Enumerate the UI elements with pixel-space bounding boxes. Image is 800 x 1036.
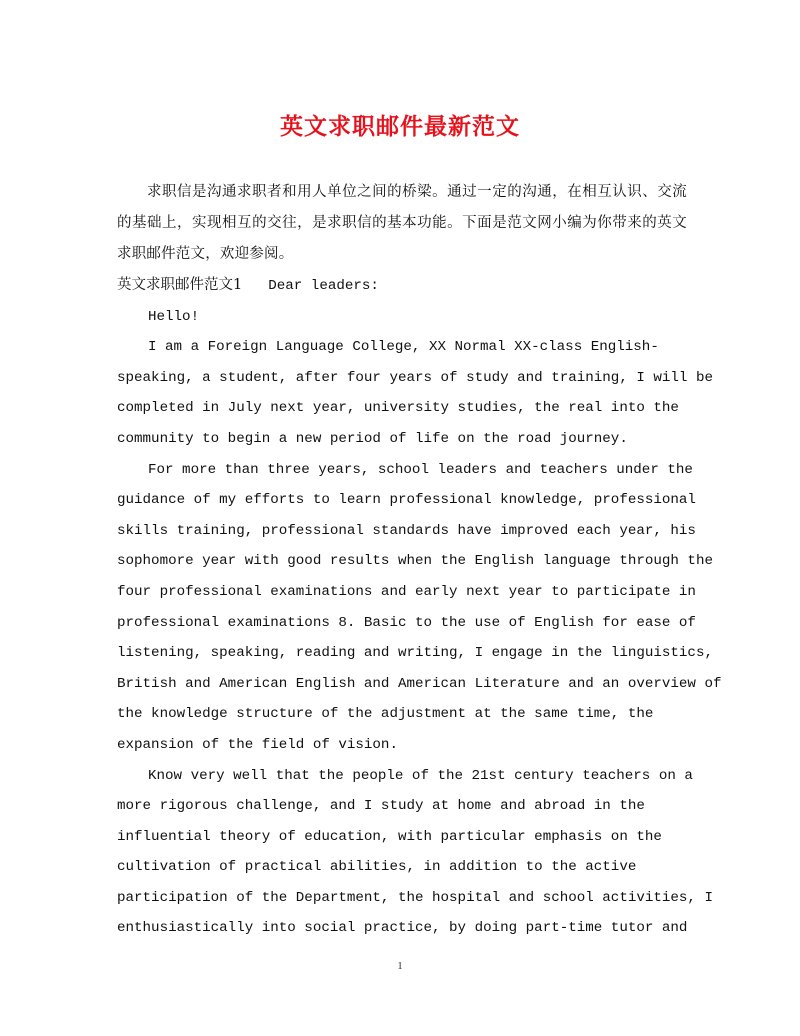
- paragraph1-line: speaking, a student, after four years of study and training, I will be: [117, 369, 713, 386]
- paragraph3-line: more rigorous challenge, and I study at home and abroad in the: [117, 798, 645, 815]
- paragraph3-line: enthusiastically into social practice, by doing part-time tutor and: [117, 920, 688, 937]
- paragraph3-line: participation of the Department, the hospital and school activities, I: [117, 889, 713, 906]
- paragraph2-line: For more than three years, school leaders and teachers under the: [148, 461, 693, 478]
- paragraph2-line: British and American English and American Literature and an overview of: [117, 675, 722, 692]
- paragraph2-line: professional examinations 8. Basic to the use of English for ease of: [117, 614, 696, 631]
- intro-paragraph: 求职信是沟通求职者和用人单位之间的桥梁。通过一定的沟通，在相互认识、交流的基础上，实现相互的交往，是求职信的基本功能。下面是范文网小编为你带来的英文求职邮件范文，欢迎参阅。: [117, 184, 687, 262]
- sample-heading-line: [117, 270, 687, 302]
- paragraph2-line: four professional examinations and early next year to participate in: [117, 583, 696, 600]
- paragraph3-line: influential theory of education, with particular emphasis on the: [117, 828, 662, 845]
- paragraph2-line: the knowledge structure of the adjustment at the same time, the: [117, 706, 654, 723]
- paragraph1-line: completed in July next year, university studies, the real into the: [117, 400, 679, 417]
- paragraph1-line: I am a Foreign Language College, XX Normal XX-class English-: [148, 339, 659, 356]
- paragraph2-line: guidance of my efforts to learn professional knowledge, professional: [117, 492, 696, 509]
- paragraph2-line: expansion of the field of vision.: [117, 736, 398, 753]
- salutation: Dear leaders:: [268, 278, 379, 294]
- paragraph3-line: Know very well that the people of the 21st century teachers on a: [148, 767, 693, 784]
- paragraph1-line: community to begin a new period of life on the road journey.: [117, 430, 628, 447]
- paragraph3-line: cultivation of practical abilities, in addition to the active: [117, 859, 637, 876]
- greeting: Hello!: [148, 308, 200, 325]
- sample-label: 英文求职邮件范文1: [117, 277, 243, 293]
- document-title: 英文求职邮件最新范文: [280, 113, 520, 140]
- page-number: 1: [397, 960, 403, 972]
- paragraph2-line: listening, speaking, reading and writing, I engage in the linguistics,: [117, 645, 713, 662]
- paragraph2-line: sophomore year with good results when the English language through the: [117, 553, 713, 570]
- paragraph2-line: skills training, professional standards have improved each year, his: [117, 522, 696, 539]
- document-body: [117, 177, 722, 944]
